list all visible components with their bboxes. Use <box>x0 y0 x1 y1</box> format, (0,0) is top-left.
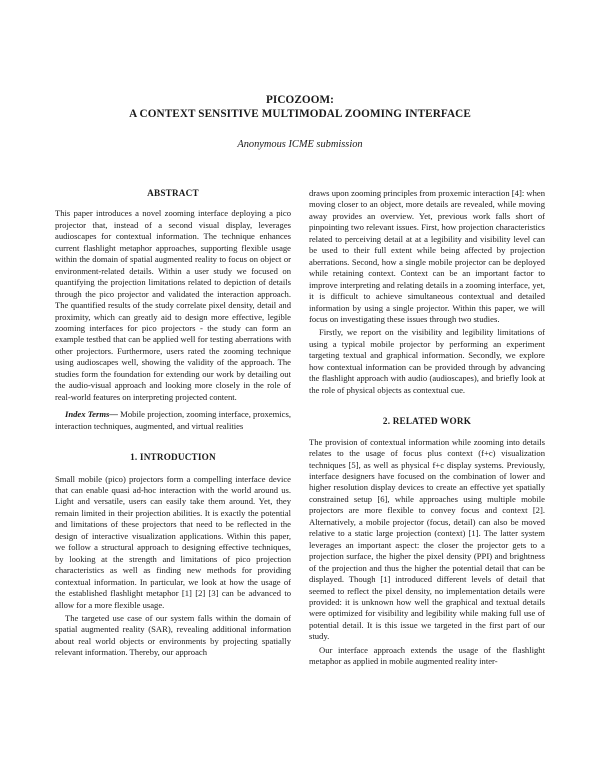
left-column <box>55 188 291 659</box>
related-work-paragraph-1: The provision of contextual information while zooming into details relates to the usage of focus plus context (f+c) visualization techniques [5], as well as physical f+c display systems. Previously, interface designers have focused on the combination of lower and higher resolution display devices to create an effective yet spatially constrained setup [6], while approaches using multiple mobile projectors are more flexible to convey focus and context [2]. Alternatively, a mobile projector (focus, detail) can also be moved relative to a static large projection (context) [1]. The latter system leverages an important aspect: the closer the projector gets to a projection surface, the higher the pixel density (PPI) and brightness of the projection and thus the higher the potential detail that can be displayed. Though [1] introduced different levels of detail that seemed to reflect the pixel density, no implementation details were provided: it is unknown how well the graphical and textual details were optimized for visibility and legibility while making full use of potential detail. It is this issue we targeted in the first part of our study. <box>309 436 545 642</box>
abstract-text: This paper introduces a novel zooming interface deploying a pico projector that, instead of a second visual display, leverages audioscapes for contextual information. The technique enhances current flashlight metaphor approaches, supporting flexible usage within the domain of spatial augmented reality to focus on object or environment-related details. Within a user study we focused on quantifying the projection limitations related to depiction of details through the pico projector and validated the interaction approach. The quantified results of the study correlate pixel density, detail and proximity, which can greatly aid to design more effective, legible zooming interfaces for pico projectors - the study can form an example testbed that can be applied well for testing aberrations with other projectors. Furthermore, users rated the zooming technique using audioscapes well, showing the validity of the approach. The studies form the foundation for extending our work by detailing out the audio-visual approach and looking more closely in the role of real-world features on interpreting projected content. <box>55 208 291 402</box>
intro-paragraph-2-continued: draws upon zooming principles from proxemic interaction [4]: when moving closer to an object, more details are revealed, while moving away provides an overview. Yet, previous work falls short of pinpointing two relevant issues. First, how projection characteristics related to perceiving detail at at a legibility and visibility level can be used to their full extent while being affected by projection aberrations. Second, how a single mobile projector can be deployed while retaining context. Context can be an important factor to improve interpreting and relating details in a zooming interface, yet, it is difficult to achieve simultaneous contextual and detailed information by using a single projector. Within this paper, we will focus on investigating these issues through two studies. <box>309 188 545 324</box>
index-terms <box>55 409 291 432</box>
paper-title-line-1: PICOZOOM: <box>265 94 335 106</box>
abstract-heading: ABSTRACT <box>147 188 199 198</box>
right-column <box>309 188 545 668</box>
intro-paragraph-1: Small mobile (pico) projectors form a compelling interface device that can enable quasi ad-hoc interaction with the world around us. Light and versatile, users can easily take them around. Yet, they remain limited in their projection abilities. It is exactly the potential and limitations of these projectors that need to be reflected in the design of interactive visualization applications. Within this paper, we follow a structural approach to designing effective techniques, by looking at the strength and limitations of pico projection characteristics as well as finding new methods for providing contextual information. In particular, we look at how the usage of the established flashlight metaphor [1] [2] [3] can be advanced to allow for a more flexible usage. <box>55 473 291 610</box>
related-work-paragraph-2: Our interface approach extends the usage of the flashlight metaphor as applied in mobile augmented reality inter- <box>309 644 545 667</box>
intro-heading: 1. INTRODUCTION <box>130 452 216 463</box>
index-terms-label: Index Terms— <box>65 409 118 420</box>
author-line: Anonymous ICME submission <box>237 139 363 150</box>
related-work-heading: 2. RELATED WORK <box>382 416 472 427</box>
paper-title-line-2: A CONTEXT SENSITIVE MULTIMODAL ZOOMING INTERFACE <box>129 108 471 120</box>
index-terms-text: Mobile projection, zooming interface, proxemics, interaction techniques, augmented, and virtual realities <box>55 409 291 431</box>
intro-paragraph-2: The targeted use case of our system falls within the domain of spatial augmented reality (SAR), revealing additional information about real world objects or environments by projecting spatially relevant information. Thereby, our approach <box>55 612 291 658</box>
intro-paragraph-3: Firstly, we report on the visibility and legibility limitations of using a typical mobile projector by performing an experiment targeting textual and graphical information. Secondly, we explore how contextual information can be provided through by advancing the flashlight approach with audio (audioscapes), and briefly look at the role of physical objects as contextual cue. <box>309 327 545 395</box>
